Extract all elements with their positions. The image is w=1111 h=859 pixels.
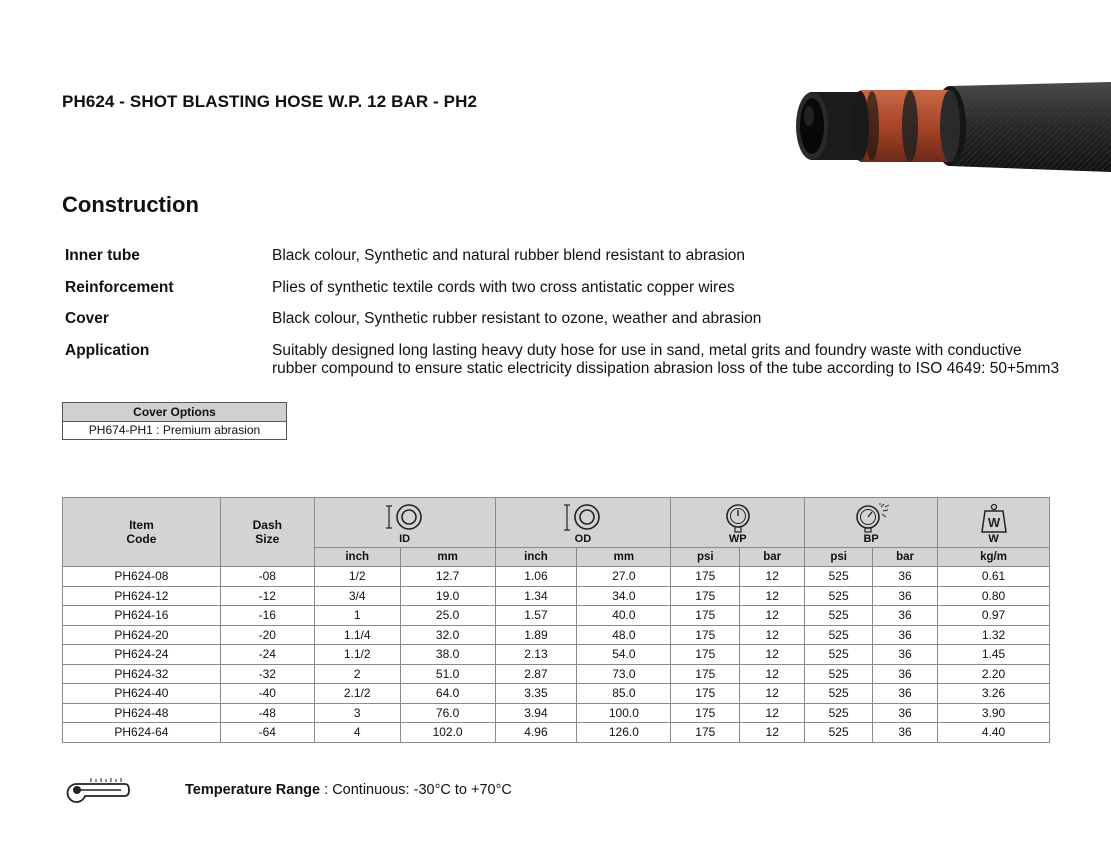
cell-item-code: PH624-48 bbox=[63, 703, 221, 723]
cell-dash-size: -64 bbox=[220, 723, 314, 743]
cell-wp-bar: 12 bbox=[740, 567, 805, 587]
unit-od-inch: inch bbox=[495, 548, 577, 567]
unit-w: kg/m bbox=[938, 548, 1050, 567]
cell-wp-psi: 175 bbox=[671, 664, 740, 684]
table-row bbox=[63, 586, 1050, 606]
thermometer-icon bbox=[65, 776, 131, 809]
unit-id-mm: mm bbox=[400, 548, 495, 567]
cell-dash-size: -16 bbox=[220, 606, 314, 626]
cell-id-inch: 1.1/4 bbox=[314, 625, 400, 645]
cell-od-inch: 2.13 bbox=[495, 645, 577, 665]
cell-od-mm: 85.0 bbox=[577, 684, 671, 704]
cell-wp-psi: 175 bbox=[671, 625, 740, 645]
cell-item-code: PH624-40 bbox=[63, 684, 221, 704]
cell-id-mm: 38.0 bbox=[400, 645, 495, 665]
unit-id-inch: inch bbox=[314, 548, 400, 567]
unit-bp-bar: bar bbox=[873, 548, 938, 567]
cell-dash-size: -24 bbox=[220, 645, 314, 665]
header-id bbox=[314, 498, 495, 548]
cell-bp-bar: 36 bbox=[873, 723, 938, 743]
weight-icon bbox=[979, 503, 1009, 533]
header-wp-label: WP bbox=[728, 532, 747, 545]
cell-od-inch: 3.35 bbox=[495, 684, 577, 704]
spec-label: Application bbox=[65, 342, 150, 359]
hose-cross-section-image bbox=[790, 80, 1111, 177]
cell-od-inch: 3.94 bbox=[495, 703, 577, 723]
cell-wp-bar: 12 bbox=[740, 625, 805, 645]
cell-weight: 3.90 bbox=[938, 703, 1050, 723]
cell-id-mm: 51.0 bbox=[400, 664, 495, 684]
cell-weight: 1.32 bbox=[938, 625, 1050, 645]
cell-dash-size: -20 bbox=[220, 625, 314, 645]
cell-weight: 0.61 bbox=[938, 567, 1050, 587]
cell-bp-bar: 36 bbox=[873, 567, 938, 587]
table-row bbox=[63, 723, 1050, 743]
spec-value: Plies of synthetic textile cords with two cross antistatic copper wires bbox=[272, 279, 735, 296]
cell-od-inch: 1.57 bbox=[495, 606, 577, 626]
cell-dash-size: -08 bbox=[220, 567, 314, 587]
cell-bp-bar: 36 bbox=[873, 586, 938, 606]
header-od bbox=[495, 498, 671, 548]
cell-id-mm: 76.0 bbox=[400, 703, 495, 723]
cell-wp-psi: 175 bbox=[671, 586, 740, 606]
cell-dash-size: -32 bbox=[220, 664, 314, 684]
cell-weight: 4.40 bbox=[938, 723, 1050, 743]
header-id-label: ID bbox=[399, 532, 411, 545]
cell-od-inch: 1.06 bbox=[495, 567, 577, 587]
table-row bbox=[63, 567, 1050, 587]
cover-options-box bbox=[62, 402, 287, 440]
cell-bp-psi: 525 bbox=[805, 625, 873, 645]
cell-id-inch: 2.1/2 bbox=[314, 684, 400, 704]
cell-bp-psi: 525 bbox=[805, 567, 873, 587]
cell-wp-bar: 12 bbox=[740, 606, 805, 626]
temperature-range bbox=[185, 782, 512, 798]
weight-icon-letter: W bbox=[987, 514, 1000, 530]
page-title: PH624 - SHOT BLASTING HOSE W.P. 12 BAR - PH2 bbox=[62, 92, 478, 111]
cell-id-inch: 3 bbox=[314, 703, 400, 723]
cell-od-mm: 27.0 bbox=[577, 567, 671, 587]
cell-id-inch: 1.1/2 bbox=[314, 645, 400, 665]
cell-item-code: PH624-32 bbox=[63, 664, 221, 684]
temperature-label: Temperature Range bbox=[185, 782, 321, 798]
cell-wp-bar: 12 bbox=[740, 645, 805, 665]
cell-id-mm: 32.0 bbox=[400, 625, 495, 645]
construction-heading: Construction bbox=[62, 192, 199, 217]
cell-wp-psi: 175 bbox=[671, 567, 740, 587]
cell-weight: 3.26 bbox=[938, 684, 1050, 704]
header-dash-size-label: Dash Size bbox=[252, 518, 282, 546]
cell-bp-bar: 36 bbox=[873, 664, 938, 684]
cell-bp-psi: 525 bbox=[805, 586, 873, 606]
pressure-gauge-icon bbox=[721, 503, 755, 533]
cell-item-code: PH624-24 bbox=[63, 645, 221, 665]
cell-item-code: PH624-12 bbox=[63, 586, 221, 606]
header-bp-label: BP bbox=[863, 532, 879, 545]
table-row bbox=[63, 645, 1050, 665]
temperature-value: : Continuous: -30°C to +70°C bbox=[320, 782, 512, 798]
cover-option-item: PH674-PH1 : Premium abrasion bbox=[88, 423, 261, 437]
table-row bbox=[63, 664, 1050, 684]
cell-wp-bar: 12 bbox=[740, 664, 805, 684]
cell-bp-bar: 36 bbox=[873, 625, 938, 645]
table-row bbox=[63, 625, 1050, 645]
outer-diameter-icon bbox=[561, 503, 605, 533]
spec-value: Black colour, Synthetic and natural rubber blend resistant to abrasion bbox=[272, 247, 746, 264]
cell-id-mm: 19.0 bbox=[400, 586, 495, 606]
cell-od-mm: 48.0 bbox=[577, 625, 671, 645]
spec-label: Inner tube bbox=[65, 247, 140, 264]
header-item-code bbox=[63, 498, 221, 567]
inner-diameter-icon bbox=[383, 503, 427, 533]
cell-item-code: PH624-64 bbox=[63, 723, 221, 743]
cell-wp-bar: 12 bbox=[740, 586, 805, 606]
header-wp bbox=[671, 498, 805, 548]
cell-bp-bar: 36 bbox=[873, 703, 938, 723]
cell-bp-psi: 525 bbox=[805, 664, 873, 684]
cell-weight: 0.97 bbox=[938, 606, 1050, 626]
cell-bp-psi: 525 bbox=[805, 723, 873, 743]
cell-bp-psi: 525 bbox=[805, 606, 873, 626]
header-w-label: W bbox=[988, 532, 999, 545]
cell-wp-bar: 12 bbox=[740, 703, 805, 723]
unit-od-mm: mm bbox=[577, 548, 671, 567]
header-item-code-label: Item Code bbox=[126, 518, 157, 546]
header-dash-size bbox=[220, 498, 314, 567]
cell-wp-psi: 175 bbox=[671, 606, 740, 626]
cell-bp-bar: 36 bbox=[873, 684, 938, 704]
cell-bp-bar: 36 bbox=[873, 606, 938, 626]
cell-item-code: PH624-20 bbox=[63, 625, 221, 645]
spec-value: Black colour, Synthetic rubber resistant to ozone, weather and abrasion bbox=[272, 310, 762, 327]
cell-bp-psi: 525 bbox=[805, 684, 873, 704]
cell-od-mm: 40.0 bbox=[577, 606, 671, 626]
cell-od-inch: 2.87 bbox=[495, 664, 577, 684]
cell-item-code: PH624-16 bbox=[63, 606, 221, 626]
cell-id-inch: 1/2 bbox=[314, 567, 400, 587]
table-row bbox=[63, 703, 1050, 723]
cell-wp-psi: 175 bbox=[671, 684, 740, 704]
cell-od-inch: 1.89 bbox=[495, 625, 577, 645]
cell-od-mm: 100.0 bbox=[577, 703, 671, 723]
cell-od-inch: 4.96 bbox=[495, 723, 577, 743]
cell-id-inch: 1 bbox=[314, 606, 400, 626]
spec-value: Suitably designed long lasting heavy duty hose for use in sand, metal grits and foundry waste with conductive rubber compound to ensure static electricity dissipation abrasion loss of the tube according to ISO 4649: 50+5mm3 bbox=[272, 342, 1060, 377]
table-row bbox=[63, 606, 1050, 626]
cell-od-inch: 1.34 bbox=[495, 586, 577, 606]
unit-wp-psi: psi bbox=[671, 548, 740, 567]
cell-od-mm: 126.0 bbox=[577, 723, 671, 743]
spec-label: Reinforcement bbox=[65, 279, 174, 296]
header-w bbox=[938, 498, 1050, 548]
cell-dash-size: -12 bbox=[220, 586, 314, 606]
cell-id-mm: 25.0 bbox=[400, 606, 495, 626]
cell-od-mm: 73.0 bbox=[577, 664, 671, 684]
cell-id-inch: 3/4 bbox=[314, 586, 400, 606]
header-bp bbox=[805, 498, 938, 548]
cell-wp-bar: 12 bbox=[740, 723, 805, 743]
cell-dash-size: -48 bbox=[220, 703, 314, 723]
cell-weight: 1.45 bbox=[938, 645, 1050, 665]
cell-weight: 0.80 bbox=[938, 586, 1050, 606]
cell-id-inch: 4 bbox=[314, 723, 400, 743]
cell-wp-psi: 175 bbox=[671, 645, 740, 665]
unit-bp-psi: psi bbox=[805, 548, 873, 567]
cover-options-heading: Cover Options bbox=[63, 403, 286, 422]
table-row bbox=[63, 684, 1050, 704]
cell-item-code: PH624-08 bbox=[63, 567, 221, 587]
cell-dash-size: -40 bbox=[220, 684, 314, 704]
cell-bp-bar: 36 bbox=[873, 645, 938, 665]
cell-id-mm: 102.0 bbox=[400, 723, 495, 743]
burst-gauge-icon bbox=[851, 503, 891, 533]
cell-od-mm: 34.0 bbox=[577, 586, 671, 606]
cell-wp-psi: 175 bbox=[671, 703, 740, 723]
unit-wp-bar: bar bbox=[740, 548, 805, 567]
cell-weight: 2.20 bbox=[938, 664, 1050, 684]
table-body bbox=[63, 567, 1050, 743]
cell-wp-bar: 12 bbox=[740, 684, 805, 704]
specification-table bbox=[62, 497, 1050, 743]
header-od-label: OD bbox=[574, 532, 592, 545]
cell-wp-psi: 175 bbox=[671, 723, 740, 743]
spec-label: Cover bbox=[65, 310, 109, 327]
cell-bp-psi: 525 bbox=[805, 703, 873, 723]
cell-id-mm: 12.7 bbox=[400, 567, 495, 587]
cell-id-inch: 2 bbox=[314, 664, 400, 684]
cell-bp-psi: 525 bbox=[805, 645, 873, 665]
cell-id-mm: 64.0 bbox=[400, 684, 495, 704]
cell-od-mm: 54.0 bbox=[577, 645, 671, 665]
